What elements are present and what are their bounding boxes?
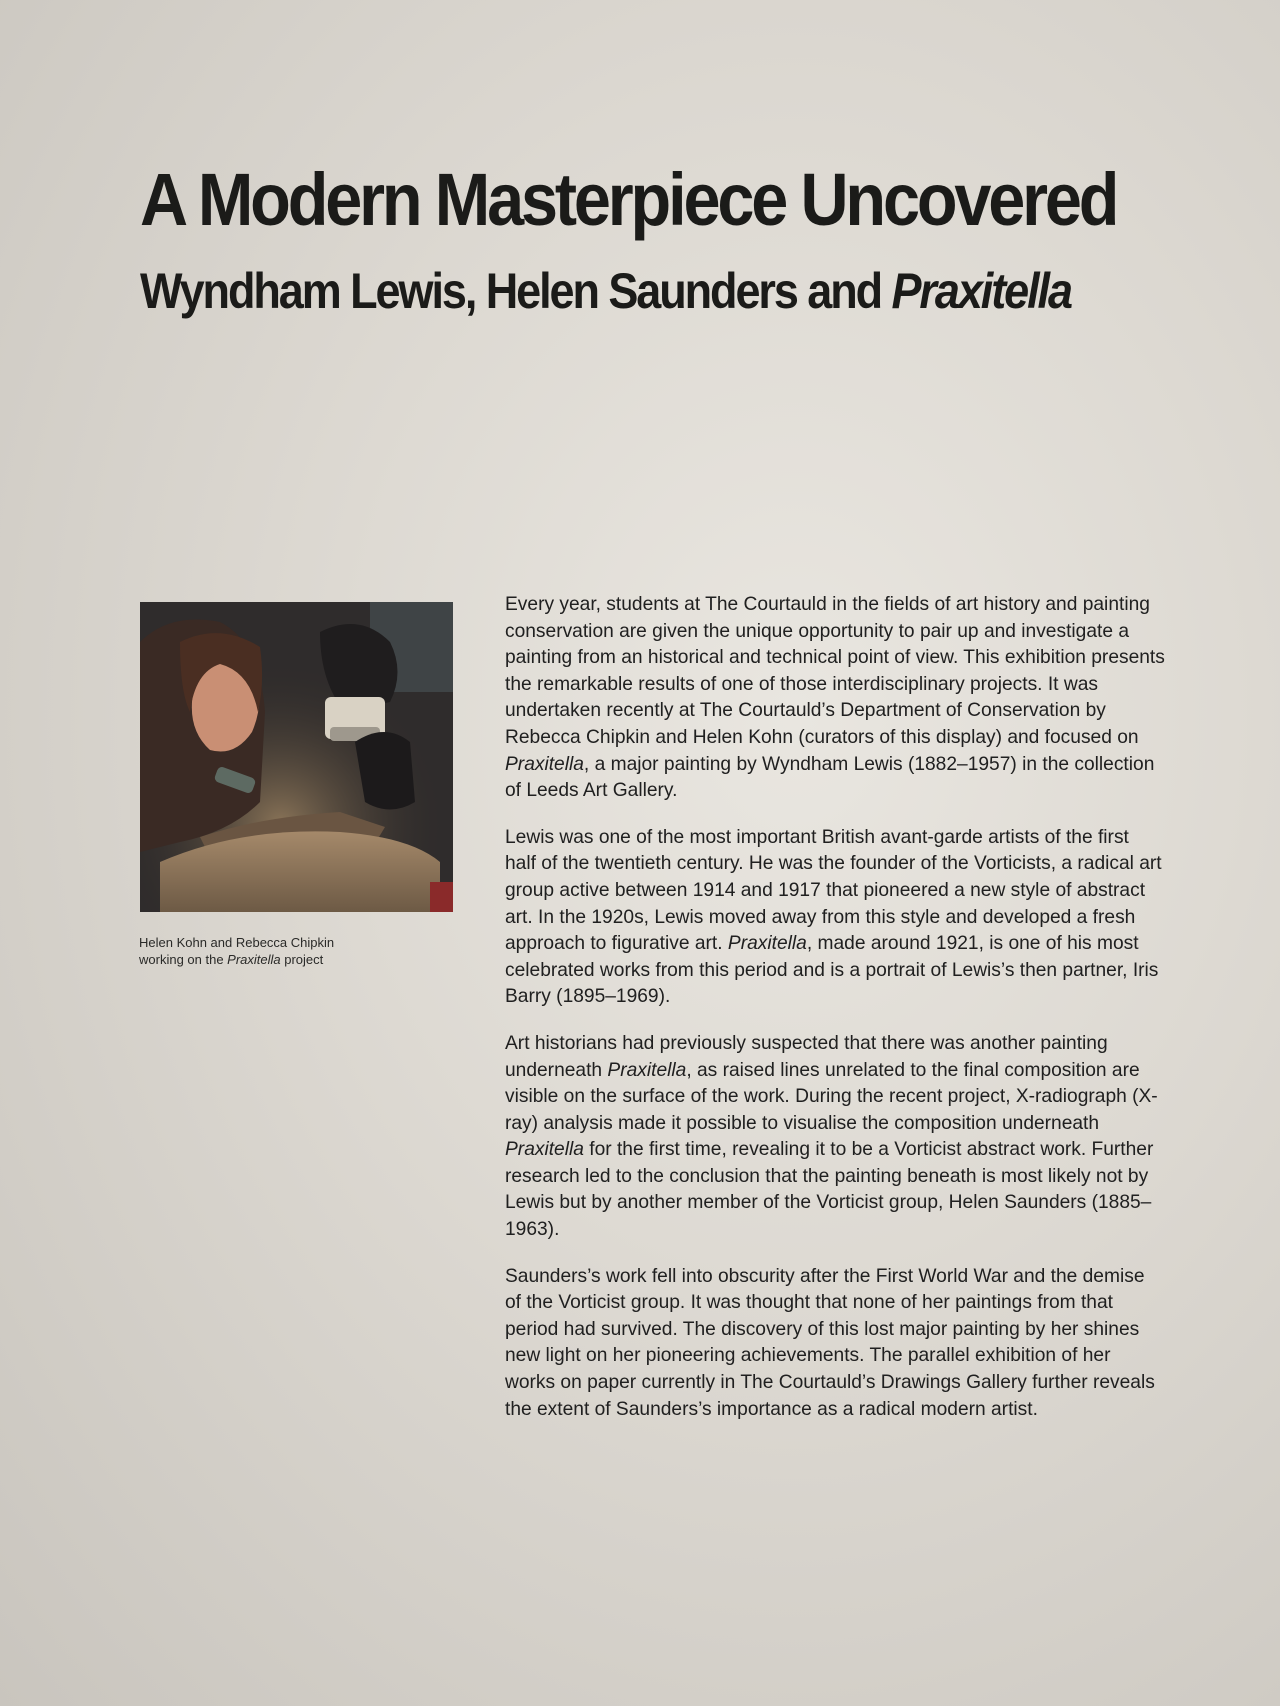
paragraph-text: Saunders’s work fell into obscurity after the First World War and the demise of the Vorticist group. It was thought that none of her paintings from that period had survived. The discovery of this lost major painting by her shines new light on her pioneering achievements. The parallel exhibition of her works on paper currently in The Courtauld’s Drawings Gallery further reveals the extent of Saunders’s importance as a radical modern artist. [505,1265,1155,1420]
paragraph-text: Art historians had previously suspected that there was another painting underneath [505,1032,1108,1081]
caption-text-end: project [280,952,324,967]
subtitle-italic-title: Praxitella [891,263,1071,319]
paragraph-text: , as raised lines unrelated to the final composition are visible on the surface of the work. During the recent project, X-radiograph (X-ray) analysis made it possible to visualise the composition underneath [505,1059,1158,1134]
paragraph-2 [505,825,1165,1011]
italic-title: Praxitella [505,753,584,775]
paragraph-text: for the first time, revealing it to be a Vorticist abstract work. Further research led to the conclusion that the painting beneath is most likely not by Lewis but by another member of the Vorticist group, Helen Saunders (1885–1963). [505,1139,1154,1241]
panel-subtitle [140,262,1085,320]
subtitle-text: Wyndham Lewis, Helen Saunders and [140,263,892,319]
paragraph-4 [505,1264,1165,1424]
italic-title: Praxitella [607,1059,687,1081]
photo-caption [139,934,469,968]
caption-line-2 [139,951,469,968]
paragraph-text: Lewis was one of the most important British avant-garde artists of the first half of the twentieth century. He was the founder of the Vorticists, a radical art group active between 1914 and 1917 that pioneered a new style of abstract art. In the 1920s, Lewis moved away from this style and developed a fresh approach to figurative art. [505,826,1162,955]
italic-title: Praxitella [505,1139,584,1161]
conservation-photo [140,602,453,912]
paragraph-text: , made around 1921, is one of his most celebrated works from this period and is a portrait of Lewis’s then partner, Iris Barry (1895–1969). [505,933,1159,1008]
caption-line-1: Helen Kohn and Rebecca Chipkin [139,935,335,950]
caption-text: working on the [139,952,228,967]
paragraph-3 [505,1031,1165,1244]
caption-italic-title: Praxitella [227,952,281,967]
body-text [505,592,1165,1443]
panel-title: A Modern Masterpiece Uncovered [140,158,1117,241]
paragraph-1 [505,592,1165,805]
italic-title: Praxitella [727,933,807,955]
paragraph-text: Every year, students at The Courtauld in the fields of art history and painting conservation are given the unique opportunity to pair up and investigate a painting from an historical and technical point of view. This exhibition presents the remarkable results of one of those interdisciplinary projects. It was undertaken recently at The Courtauld’s Department of Conservation by Rebecca Chipkin and Helen Kohn (curators of this display) and focused on [505,594,1165,748]
paragraph-text: , a major painting by Wyndham Lewis (1882–1957) in the collection of Leeds Art Gallery. [505,753,1155,802]
